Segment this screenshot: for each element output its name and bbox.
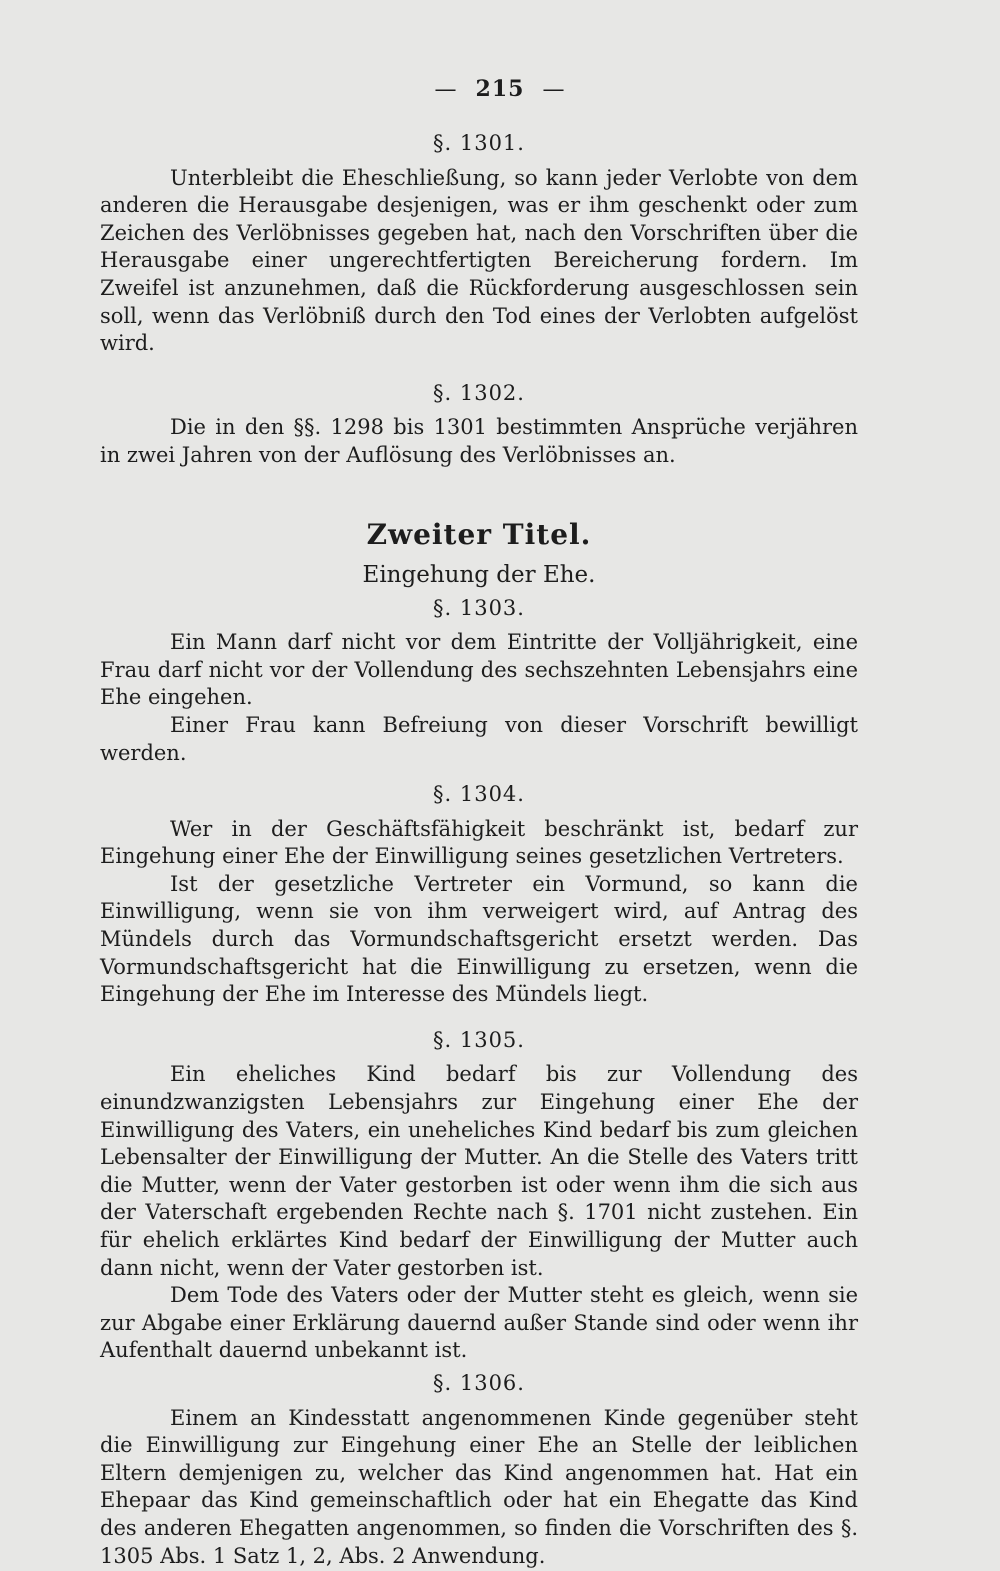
chapter-subtitle: Eingehung der Ehe.	[362, 561, 596, 588]
section-heading-1304: §. 1304.	[433, 782, 525, 807]
paragraph-1304-2: Ist der gesetzliche Vertreter ein Vormund, so kann die Einwilligung, wenn sie von ihm verweigert wird, auf Antrag des Mündels durch das Vormundschaftsgericht ersetzt werden. Das Vormundschaftsgericht hat die Einwilligung zu ersetzen, wenn die Eingehung der Ehe im Interesse des Mündels liegt.	[100, 871, 858, 1007]
page-number: 215	[475, 76, 525, 102]
paragraph-1301-1: Unterbleibt die Eheschließung, so kann jeder Verlobte von dem anderen die Herausgabe desjenigen, was er ihm geschenkt oder zum Zeichen des Verlöbnisses gegeben hat, nach den Vorschriften über die Herausgabe einer ungerechtfertigten Bereicherung fordern. Im Zweifel ist anzunehmen, daß die Rückforderung ausgeschlossen sein soll, wenn das Verlöbniß durch den Tod eines der Verlobten aufgelöst wird.	[100, 165, 858, 356]
section-heading-1306: §. 1306.	[433, 1370, 525, 1395]
paragraph-1303-2: Einer Frau kann Befreiung von dieser Vorschrift bewilligt werden.	[100, 712, 858, 765]
paragraph-1304-1: Wer in der Geschäftsfähigkeit beschränkt ist, bedarf zur Eingehung einer Ehe der Einwilligung seines gesetzlichen Vertreters.	[100, 816, 858, 869]
section-heading-1301: §. 1301.	[433, 131, 525, 155]
section-heading-1305: §. 1305.	[433, 1027, 525, 1052]
body-text	[100, 125, 858, 1570]
paragraph-1302-1: Die in den §§. 1298 bis 1301 bestimmten Ansprüche verjähren in zwei Jahren von der Auflösung des Verlöbnisses an.	[100, 415, 858, 467]
paragraph-1303-1: Ein Mann darf nicht vor dem Eintritte der Volljährigkeit, eine Frau darf nicht vor der Vollendung des sechszehnten Lebensjahrs eine Ehe eingehen.	[100, 630, 858, 710]
paragraph-1305-1: Ein eheliches Kind bedarf bis zur Vollendung des einundzwanzigsten Lebensjahrs zur Eingehung einer Ehe der Einwilligung des Vaters, ein uneheliches Kind bedarf bis zum gleichen Lebensalter der Einwilligung der Mutter. An die Stelle des Vaters tritt die Mutter, wenn der Vater gestorben ist oder wenn ihm die sich aus der Vaterschaft ergebenden Rechte nach §. 1701 nicht zustehen. Ein für ehelich erklärtes Kind bedarf der Einwilligung der Mutter auch dann nicht, wenn der Vater gestorben ist.	[100, 1062, 858, 1280]
dash-right: —	[542, 77, 566, 102]
paragraph-1305-2: Dem Tode des Vaters oder der Mutter steht es gleich, wenn sie zur Abgabe einer Erklärung dauernd außer Stande sind oder wenn ihr Aufenthalt dauernd unbekannt ist.	[100, 1283, 858, 1363]
page-number-line	[0, 76, 1000, 102]
section-heading-1302: §. 1302.	[433, 380, 525, 405]
paragraph-1306-1: Einem an Kindesstatt angenommenen Kinde gegenüber steht die Einwilligung zur Eingehung einer Ehe an Stelle der leiblichen Eltern demjenigen zu, welcher das Kind angenommen hat. Hat ein Ehepaar das Kind gemeinschaftlich oder hat ein Ehegatte das Kind des anderen Ehegatten angenommen, so finden die Vorschriften des §. 1305 Abs. 1 Satz 1, 2, Abs. 2 Anwendung.	[100, 1405, 858, 1568]
dash-left: —	[434, 77, 458, 102]
chapter-title: Zweiter Titel.	[366, 517, 592, 551]
section-heading-1303: §. 1303.	[433, 595, 525, 620]
